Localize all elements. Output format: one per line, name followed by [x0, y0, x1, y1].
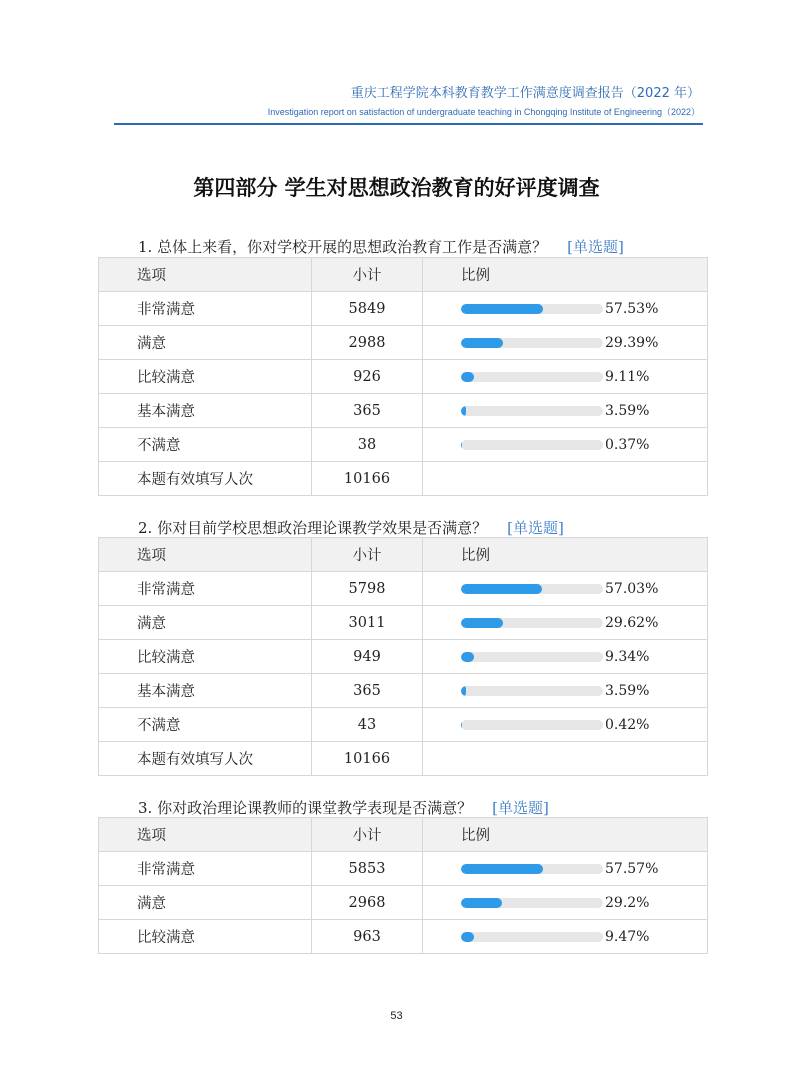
percent-label: 9.47% [605, 928, 650, 945]
question-2 [138, 517, 564, 538]
option-label: 基本满意 [99, 674, 312, 708]
percent-cell [423, 428, 708, 462]
percent-cell [423, 708, 708, 742]
option-label: 基本满意 [99, 394, 312, 428]
table-row [99, 360, 708, 394]
percent-bar-track [461, 304, 603, 314]
percent-cell [423, 674, 708, 708]
response-count: 365 [312, 674, 423, 708]
percent-label: 9.11% [605, 368, 650, 385]
response-count: 963 [312, 920, 423, 954]
percent-bar-group [461, 335, 707, 351]
percent-bar-fill [461, 304, 543, 314]
percent-bar-group [461, 581, 707, 597]
percent-bar-group [461, 683, 707, 699]
percent-bar-track [461, 864, 603, 874]
percent-bar-track [461, 618, 603, 628]
percent-label: 57.03% [605, 580, 659, 597]
option-label: 不满意 [99, 708, 312, 742]
percent-bar-track [461, 686, 603, 696]
column-header-percent: 比例 [423, 258, 708, 292]
option-label: 非常满意 [99, 852, 312, 886]
percent-cell [423, 640, 708, 674]
column-header-count: 小计 [312, 818, 423, 852]
percent-bar-group [461, 437, 707, 453]
percent-bar-track [461, 652, 603, 662]
percent-cell [423, 606, 708, 640]
option-label: 非常满意 [99, 572, 312, 606]
percent-bar-track [461, 932, 603, 942]
table-row [99, 640, 708, 674]
option-label: 满意 [99, 326, 312, 360]
total-label: 本题有效填写人次 [99, 742, 312, 776]
table-header-row [99, 538, 708, 572]
percent-bar-track [461, 338, 603, 348]
percent-bar-group [461, 929, 707, 945]
table-row [99, 674, 708, 708]
report-title-cn: 重庆工程学院本科教育教学工作满意度调查报告（2022 年） [350, 86, 700, 101]
total-count: 10166 [312, 742, 423, 776]
report-title-en: Investigation report on satisfaction of undergraduate teaching in Chongqing Institute of Engineering（2022） [267, 107, 700, 117]
percent-bar-fill [461, 652, 474, 662]
table-row [99, 852, 708, 886]
table-row [99, 572, 708, 606]
percent-label: 57.53% [605, 300, 659, 317]
percent-cell [423, 360, 708, 394]
survey-table-3 [98, 817, 708, 954]
table-row [99, 886, 708, 920]
table-header-row [99, 258, 708, 292]
table-row [99, 326, 708, 360]
percent-bar-group [461, 615, 707, 631]
percent-bar-track [461, 440, 603, 450]
option-label: 不满意 [99, 428, 312, 462]
column-header-option: 选项 [99, 538, 312, 572]
table-row [99, 428, 708, 462]
percent-bar-group [461, 369, 707, 385]
total-label: 本题有效填写人次 [99, 462, 312, 496]
question-1 [138, 236, 624, 257]
response-count: 5849 [312, 292, 423, 326]
column-header-count: 小计 [312, 538, 423, 572]
percent-cell [423, 292, 708, 326]
percent-bar-fill [461, 584, 542, 594]
percent-label: 0.42% [605, 716, 650, 733]
table-row [99, 292, 708, 326]
total-count: 10166 [312, 462, 423, 496]
table-row [99, 394, 708, 428]
option-label: 非常满意 [99, 292, 312, 326]
total-row [99, 742, 708, 776]
percent-cell [423, 394, 708, 428]
percent-bar-track [461, 720, 603, 730]
percent-bar-fill [461, 618, 503, 628]
table-header-row [99, 818, 708, 852]
section-title: 第四部分 学生对思想政治教育的好评度调查 [193, 176, 600, 200]
column-header-percent: 比例 [423, 538, 708, 572]
percent-bar-fill [461, 686, 466, 696]
response-count: 38 [312, 428, 423, 462]
table-row [99, 920, 708, 954]
page-number: 53 [390, 1010, 403, 1022]
percent-cell [423, 886, 708, 920]
percent-cell [423, 326, 708, 360]
question-type: [单选题] [567, 238, 624, 256]
percent-label: 29.39% [605, 334, 659, 351]
question-3 [138, 797, 549, 818]
response-count: 365 [312, 394, 423, 428]
question-type: [单选题] [507, 519, 564, 537]
question-text: 3. 你对政治理论课教师的课堂教学表现是否满意？ [138, 799, 473, 817]
percent-bar-fill [461, 372, 474, 382]
response-count: 43 [312, 708, 423, 742]
percent-bar-fill [461, 932, 474, 942]
percent-bar-group [461, 403, 707, 419]
percent-bar-group [461, 717, 707, 733]
percent-bar-group [461, 861, 707, 877]
option-label: 比较满意 [99, 920, 312, 954]
percent-bar-fill [461, 720, 462, 730]
percent-label: 29.62% [605, 614, 659, 631]
option-label: 比较满意 [99, 360, 312, 394]
percent-cell [423, 852, 708, 886]
percent-label: 9.34% [605, 648, 650, 665]
question-text: 2. 你对目前学校思想政治理论课教学效果是否满意？ [138, 519, 488, 537]
response-count: 5798 [312, 572, 423, 606]
response-count: 2968 [312, 886, 423, 920]
percent-label: 57.57% [605, 860, 659, 877]
response-count: 949 [312, 640, 423, 674]
percent-label: 0.37% [605, 436, 650, 453]
column-header-count: 小计 [312, 258, 423, 292]
column-header-option: 选项 [99, 258, 312, 292]
percent-bar-group [461, 301, 707, 317]
percent-bar-track [461, 406, 603, 416]
total-row [99, 462, 708, 496]
percent-bar-group [461, 895, 707, 911]
table-row [99, 708, 708, 742]
percent-cell [423, 572, 708, 606]
question-type: [单选题] [492, 799, 549, 817]
total-empty-cell [423, 742, 708, 776]
column-header-option: 选项 [99, 818, 312, 852]
header-rule [114, 123, 703, 125]
percent-label: 3.59% [605, 402, 650, 419]
response-count: 2988 [312, 326, 423, 360]
percent-bar-track [461, 898, 603, 908]
option-label: 满意 [99, 606, 312, 640]
percent-bar-track [461, 372, 603, 382]
percent-label: 3.59% [605, 682, 650, 699]
percent-bar-fill [461, 338, 503, 348]
response-count: 3011 [312, 606, 423, 640]
total-empty-cell [423, 462, 708, 496]
option-label: 比较满意 [99, 640, 312, 674]
percent-bar-group [461, 649, 707, 665]
survey-table-2 [98, 537, 708, 776]
percent-cell [423, 920, 708, 954]
percent-bar-fill [461, 406, 466, 416]
response-count: 5853 [312, 852, 423, 886]
percent-label: 29.2% [605, 894, 650, 911]
question-text: 1. 总体上来看，你对学校开展的思想政治教育工作是否满意？ [138, 238, 548, 256]
column-header-percent: 比例 [423, 818, 708, 852]
percent-bar-track [461, 584, 603, 594]
percent-bar-fill [461, 440, 462, 450]
survey-table-1 [98, 257, 708, 496]
percent-bar-fill [461, 864, 543, 874]
response-count: 926 [312, 360, 423, 394]
option-label: 满意 [99, 886, 312, 920]
percent-bar-fill [461, 898, 502, 908]
table-row [99, 606, 708, 640]
